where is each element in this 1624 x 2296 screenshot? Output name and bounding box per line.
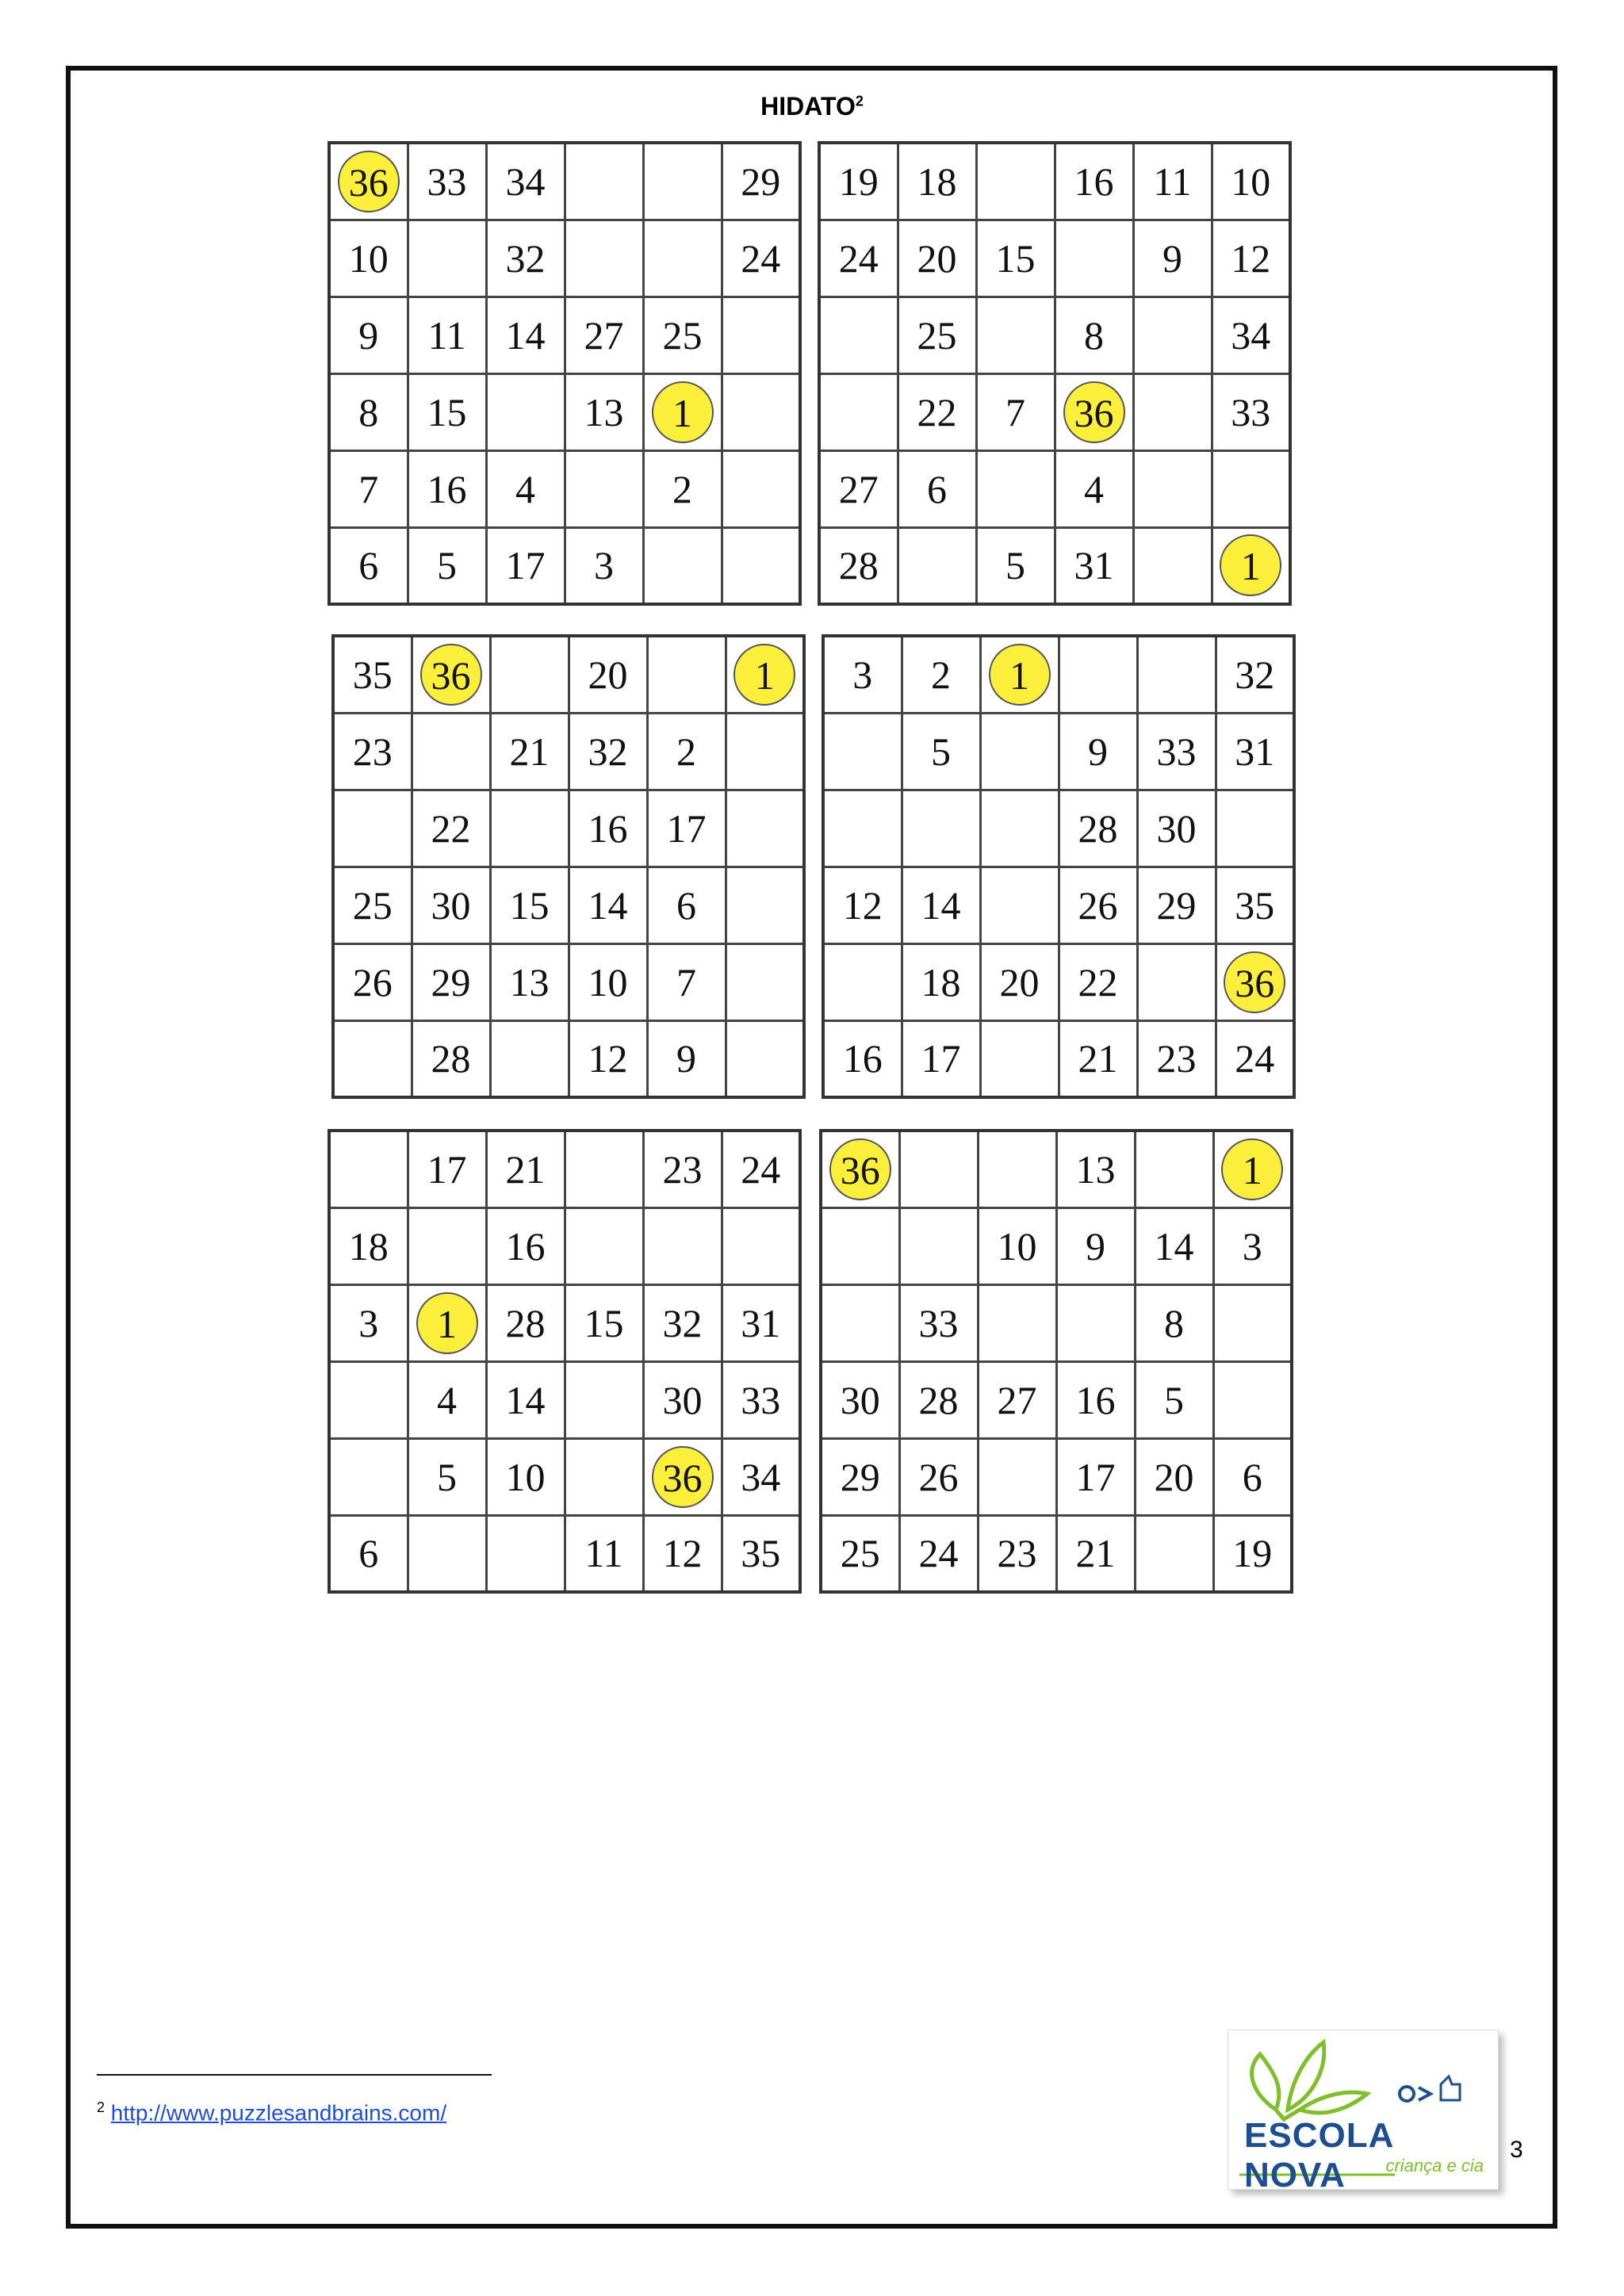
page-number: 3 [1510,2137,1523,2163]
circled-number: 1 [416,1292,478,1354]
puzzle-cell[interactable]: 25 [898,297,976,373]
puzzle-cell[interactable] [821,1207,899,1284]
hidato-puzzle-6 [819,1129,1293,1594]
puzzle-cell[interactable]: 17 [902,1020,980,1097]
puzzle-cell[interactable]: 27 [978,1361,1056,1438]
puzzle-cell[interactable]: 12 [569,1020,647,1097]
puzzle-cell[interactable] [329,1361,408,1438]
puzzle-cell[interactable]: 33 [899,1284,978,1361]
puzzle-row [821,1284,1292,1361]
puzzle-cell[interactable]: 5 [408,1438,486,1515]
puzzle-cell[interactable] [565,1438,643,1515]
puzzle-cell[interactable]: 5 [902,713,980,790]
puzzle-cell[interactable] [412,636,490,713]
puzzle-cell[interactable]: 10 [1212,143,1290,220]
hidato-puzzle-5 [327,1129,802,1594]
puzzle-row [329,373,800,450]
puzzle-cell[interactable]: 27 [565,297,643,373]
puzzle-cell[interactable]: 14 [569,867,647,943]
puzzle-cell[interactable] [1216,943,1294,1020]
circled-number: 1 [989,644,1051,706]
puzzle-cell[interactable] [823,790,902,867]
puzzle-cell[interactable]: 33 [1137,713,1216,790]
puzzle-cell[interactable] [980,790,1059,867]
puzzle-row [329,143,800,220]
puzzle-cell[interactable]: 12 [643,1515,722,1592]
puzzle-row [329,1361,800,1438]
puzzle-row [329,1515,800,1592]
puzzle-cell[interactable] [490,1020,569,1097]
puzzle-cell[interactable] [819,373,898,450]
puzzle-cell[interactable] [722,297,800,373]
puzzle-cell[interactable]: 17 [408,1131,486,1207]
circled-number: 36 [420,644,482,706]
puzzle-cell[interactable]: 24 [899,1515,978,1592]
puzzle-cell[interactable] [1133,297,1212,373]
puzzle-row [823,790,1294,867]
puzzle-cell[interactable] [329,1438,408,1515]
puzzle-cell[interactable]: 24 [1216,1020,1294,1097]
puzzle-cell[interactable] [565,143,643,220]
puzzle-cell[interactable] [1133,450,1212,527]
puzzle-cell[interactable] [899,1207,978,1284]
puzzle-cell[interactable]: 15 [490,867,569,943]
puzzle-cell[interactable]: 29 [1137,867,1216,943]
puzzle-row [823,636,1294,713]
puzzle-cell[interactable]: 23 [333,713,412,790]
puzzle-row [821,1438,1292,1515]
puzzle-cell[interactable]: 16 [569,790,647,867]
puzzle-cell[interactable]: 9 [1133,220,1212,297]
puzzle-cell[interactable]: 30 [821,1361,899,1438]
puzzle-row [819,373,1290,450]
circled-number: 36 [829,1138,891,1200]
puzzle-cell[interactable]: 3 [565,527,643,604]
puzzle-cell[interactable] [565,1131,643,1207]
puzzle-cell[interactable]: 4 [408,1361,486,1438]
puzzle-row [333,867,804,943]
puzzle-cell[interactable]: 4 [1055,450,1133,527]
puzzle-cell[interactable]: 14 [902,867,980,943]
puzzle-cell[interactable] [978,1438,1056,1515]
page-border [66,66,1557,2229]
puzzle-cell[interactable] [490,636,569,713]
puzzle-cell[interactable]: 22 [412,790,490,867]
puzzle-cell[interactable] [821,1131,899,1207]
puzzle-cell[interactable] [1055,220,1133,297]
puzzle-cell[interactable] [1056,1284,1135,1361]
puzzle-row [819,220,1290,297]
puzzle-cell[interactable] [1135,1131,1213,1207]
puzzle-cell[interactable]: 11 [1133,143,1212,220]
puzzle-cell[interactable]: 9 [1056,1207,1135,1284]
puzzle-row [329,450,800,527]
puzzle-cell[interactable] [726,713,804,790]
puzzle-cell[interactable]: 24 [722,1131,800,1207]
puzzle-cell[interactable]: 29 [722,143,800,220]
puzzle-cell[interactable] [1212,450,1290,527]
puzzle-cell[interactable]: 28 [412,1020,490,1097]
puzzle-cell[interactable] [976,297,1055,373]
puzzle-cell[interactable]: 9 [1059,713,1137,790]
puzzle-cell[interactable]: 7 [329,450,408,527]
puzzle-cell[interactable]: 26 [899,1438,978,1515]
puzzle-cell[interactable] [1216,790,1294,867]
puzzle-cell[interactable]: 31 [1216,713,1294,790]
puzzle-cell[interactable]: 6 [1213,1438,1292,1515]
puzzle-cell[interactable]: 31 [1055,527,1133,604]
puzzle-cell[interactable] [565,450,643,527]
puzzle-cell[interactable]: 16 [823,1020,902,1097]
puzzle-cell[interactable]: 23 [978,1515,1056,1592]
puzzle-cell[interactable]: 6 [898,450,976,527]
puzzle-cell[interactable]: 13 [565,373,643,450]
puzzle-cell[interactable]: 6 [329,1515,408,1592]
puzzle-cell[interactable]: 21 [1056,1515,1135,1592]
puzzle-cell[interactable]: 24 [819,220,898,297]
puzzle-cell[interactable] [821,1284,899,1361]
puzzle-cell[interactable]: 16 [486,1207,565,1284]
puzzle-cell[interactable] [643,373,722,450]
puzzle-cell[interactable]: 17 [486,527,565,604]
puzzle-cell[interactable]: 10 [329,220,408,297]
puzzle-cell[interactable] [1133,373,1212,450]
puzzle-row [819,527,1290,604]
puzzle-cell[interactable] [1059,636,1137,713]
puzzle-cell[interactable] [976,143,1055,220]
puzzle-cell[interactable] [1213,1131,1292,1207]
puzzle-cell[interactable]: 19 [819,143,898,220]
puzzle-cell[interactable]: 5 [976,527,1055,604]
logo-sub-text: criança e cia [1385,2156,1484,2175]
school-logo [1228,2030,1499,2195]
puzzle-cell[interactable] [722,527,800,604]
puzzle-cell[interactable]: 13 [490,943,569,1020]
puzzle-cell[interactable] [408,1207,486,1284]
puzzle-cell[interactable]: 17 [1056,1438,1135,1515]
puzzle-cell[interactable]: 28 [1059,790,1137,867]
puzzle-cell[interactable] [412,713,490,790]
puzzle-cell[interactable]: 34 [1212,297,1290,373]
puzzle-cell[interactable]: 22 [898,373,976,450]
puzzle-cell[interactable] [565,1361,643,1438]
puzzle-row [821,1131,1292,1207]
puzzle-cell[interactable]: 5 [1135,1361,1213,1438]
puzzle-cell[interactable] [565,1207,643,1284]
puzzle-cell[interactable] [408,1284,486,1361]
puzzle-cell[interactable] [726,790,804,867]
puzzle-cell[interactable] [980,713,1059,790]
footnote [97,2099,446,2126]
puzzle-cell[interactable] [978,1131,1056,1207]
puzzle-cell[interactable]: 11 [565,1515,643,1592]
puzzle-cell[interactable]: 12 [823,867,902,943]
puzzle-cell[interactable] [1133,527,1212,604]
hidato-puzzle-1 [327,141,802,606]
puzzle-cell[interactable] [490,790,569,867]
puzzle-cell[interactable] [333,790,412,867]
hidato-puzzle-3 [331,634,806,1099]
logo-main-text: ESCOLA NOVA [1244,2116,1393,2195]
puzzle-cell[interactable]: 25 [643,297,722,373]
puzzle-cell[interactable]: 30 [643,1361,722,1438]
puzzle-cell[interactable]: 29 [412,943,490,1020]
circled-number: 36 [652,1446,714,1508]
puzzle-cell[interactable]: 8 [329,373,408,450]
puzzle-cell[interactable]: 35 [333,636,412,713]
puzzle-cell[interactable]: 32 [643,1284,722,1361]
puzzle-cell[interactable]: 9 [647,1020,726,1097]
puzzle-cell[interactable] [823,713,902,790]
puzzle-cell[interactable]: 20 [1135,1438,1213,1515]
puzzle-row [333,713,804,790]
puzzle-cell[interactable]: 32 [569,713,647,790]
puzzle-cell[interactable] [980,867,1059,943]
puzzle-row [333,636,804,713]
puzzle-cell[interactable] [902,790,980,867]
puzzle-cell[interactable]: 34 [722,1438,800,1515]
puzzle-cell[interactable]: 32 [486,220,565,297]
puzzle-cell[interactable]: 21 [1059,1020,1137,1097]
puzzle-row [823,943,1294,1020]
puzzle-cell[interactable]: 24 [722,220,800,297]
puzzle-cell[interactable]: 19 [1213,1515,1292,1592]
puzzle-cell[interactable]: 30 [1137,790,1216,867]
puzzle-row [823,867,1294,943]
puzzle-cell[interactable] [1137,943,1216,1020]
circled-number: 1 [1221,1138,1283,1200]
puzzle-cell[interactable] [726,636,804,713]
puzzle-cell[interactable] [1212,527,1290,604]
puzzle-cell[interactable] [643,1438,722,1515]
circled-number: 1 [652,381,714,443]
puzzle-cell[interactable]: 21 [490,713,569,790]
puzzle-cell[interactable] [1213,1361,1292,1438]
puzzle-row [333,790,804,867]
puzzle-cell[interactable] [643,143,722,220]
puzzle-cell[interactable]: 18 [898,143,976,220]
puzzle-cell[interactable] [980,1020,1059,1097]
puzzle-cell[interactable]: 35 [1216,867,1294,943]
puzzle-row [823,713,1294,790]
puzzle-cell[interactable]: 18 [902,943,980,1020]
puzzle-row [821,1515,1292,1592]
puzzle-cell[interactable] [1135,1515,1213,1592]
puzzle-cell[interactable]: 28 [899,1361,978,1438]
circled-number: 1 [733,644,795,706]
puzzle-cell[interactable]: 35 [722,1515,800,1592]
puzzle-cell[interactable]: 12 [1212,220,1290,297]
puzzle-cell[interactable]: 9 [329,297,408,373]
puzzle-cell[interactable]: 33 [722,1361,800,1438]
puzzle-cell[interactable] [978,1284,1056,1361]
circled-number: 1 [1220,534,1281,596]
title-text: HIDATO [760,92,856,121]
puzzle-cell[interactable] [565,220,643,297]
puzzle-row [333,1020,804,1097]
circled-number: 36 [1063,381,1125,443]
puzzle-cell[interactable] [1055,373,1133,450]
puzzle-cell[interactable]: 8 [1055,297,1133,373]
puzzle-cell[interactable] [1213,1284,1292,1361]
puzzle-cell[interactable]: 28 [819,527,898,604]
puzzle-cell[interactable] [1137,636,1216,713]
puzzle-cell[interactable]: 23 [643,1131,722,1207]
puzzle-cell[interactable]: 33 [1212,373,1290,450]
footnote-link[interactable]: http://www.puzzlesandbrains.com/ [110,2100,447,2126]
puzzle-cell[interactable] [899,1131,978,1207]
puzzle-cell[interactable] [643,1207,722,1284]
puzzle-row [329,1131,800,1207]
puzzle-row [333,943,804,1020]
puzzle-cell[interactable]: 34 [486,143,565,220]
puzzle-row [329,1207,800,1284]
puzzle-cell[interactable]: 3 [1213,1207,1292,1284]
puzzle-cell[interactable]: 2 [643,450,722,527]
puzzle-cell[interactable] [726,867,804,943]
puzzle-row [819,450,1290,527]
puzzle-cell[interactable]: 3 [329,1284,408,1361]
puzzle-cell[interactable]: 15 [976,220,1055,297]
puzzle-cell[interactable]: 26 [1059,867,1137,943]
puzzle-cell[interactable] [726,943,804,1020]
puzzle-cell[interactable]: 11 [408,297,486,373]
puzzle-cell[interactable] [643,527,722,604]
puzzle-cell[interactable]: 14 [486,1361,565,1438]
puzzle-row [819,297,1290,373]
puzzle-cell[interactable]: 30 [412,867,490,943]
puzzle-cell[interactable]: 22 [1059,943,1137,1020]
puzzle-cell[interactable]: 21 [486,1131,565,1207]
puzzle-cell[interactable]: 7 [647,943,726,1020]
puzzle-cell[interactable]: 20 [980,943,1059,1020]
puzzle-row [329,220,800,297]
puzzle-cell[interactable] [333,1020,412,1097]
puzzle-cell[interactable]: 20 [898,220,976,297]
puzzle-cell[interactable]: 14 [486,297,565,373]
puzzle-cell[interactable]: 15 [408,373,486,450]
puzzle-cell[interactable] [722,450,800,527]
puzzle-cell[interactable]: 5 [408,527,486,604]
hidato-puzzle-2 [818,141,1292,606]
puzzle-cell[interactable]: 27 [819,450,898,527]
puzzle-row [819,143,1290,220]
puzzle-cell[interactable]: 25 [333,867,412,943]
puzzle-cell[interactable]: 16 [408,450,486,527]
puzzle-cell[interactable] [726,1020,804,1097]
puzzle-cell[interactable]: 2 [902,636,980,713]
puzzle-cell[interactable]: 10 [486,1438,565,1515]
puzzle-cell[interactable] [722,373,800,450]
puzzle-row [329,1438,800,1515]
puzzle-cell[interactable] [898,527,976,604]
puzzle-cell[interactable]: 29 [821,1438,899,1515]
puzzle-cell[interactable]: 13 [1056,1131,1135,1207]
puzzle-cell[interactable] [722,1207,800,1284]
puzzle-cell[interactable]: 26 [333,943,412,1020]
puzzle-cell[interactable] [980,636,1059,713]
puzzle-cell[interactable]: 4 [486,450,565,527]
page-title [0,92,1624,121]
puzzle-cell[interactable] [329,1131,408,1207]
puzzle-cell[interactable]: 17 [647,790,726,867]
puzzle-cell[interactable]: 18 [329,1207,408,1284]
circled-number: 36 [338,151,400,212]
footnote-rule [97,2074,492,2076]
puzzle-cell[interactable] [823,943,902,1020]
puzzle-cell[interactable]: 10 [978,1207,1056,1284]
puzzle-cell[interactable] [643,220,722,297]
puzzle-cell[interactable]: 14 [1135,1207,1213,1284]
puzzle-cell[interactable]: 28 [486,1284,565,1361]
puzzle-row [329,1284,800,1361]
puzzle-cell[interactable] [819,297,898,373]
puzzle-cell[interactable] [647,636,726,713]
puzzle-cell[interactable] [486,373,565,450]
puzzle-cell[interactable]: 16 [1055,143,1133,220]
puzzle-row [823,1020,1294,1097]
puzzle-cell[interactable] [486,1515,565,1592]
hidato-puzzle-4 [822,634,1296,1099]
puzzle-cell[interactable] [329,143,408,220]
puzzle-cell[interactable]: 15 [565,1284,643,1361]
puzzle-cell[interactable]: 31 [722,1284,800,1361]
puzzle-cell[interactable]: 16 [1056,1361,1135,1438]
puzzle-cell[interactable]: 33 [408,143,486,220]
puzzle-cell[interactable]: 10 [569,943,647,1020]
puzzle-cell[interactable]: 6 [329,527,408,604]
puzzle-cell[interactable]: 20 [569,636,647,713]
puzzle-cell[interactable]: 25 [821,1515,899,1592]
puzzle-row [329,527,800,604]
puzzle-cell[interactable]: 7 [976,373,1055,450]
puzzle-cell[interactable]: 3 [823,636,902,713]
puzzle-cell[interactable]: 8 [1135,1284,1213,1361]
puzzle-cell[interactable]: 32 [1216,636,1294,713]
puzzle-cell[interactable] [408,1515,486,1592]
puzzle-cell[interactable]: 23 [1137,1020,1216,1097]
puzzle-row [329,297,800,373]
puzzle-cell[interactable]: 2 [647,713,726,790]
puzzle-row [821,1361,1292,1438]
puzzle-cell[interactable] [408,220,486,297]
puzzle-row [821,1207,1292,1284]
circled-number: 36 [1224,951,1285,1013]
puzzle-cell[interactable] [976,450,1055,527]
footnote-mark: 2 [97,2099,105,2115]
title-footnote-mark: 2 [855,93,864,109]
puzzle-cell[interactable]: 6 [647,867,726,943]
